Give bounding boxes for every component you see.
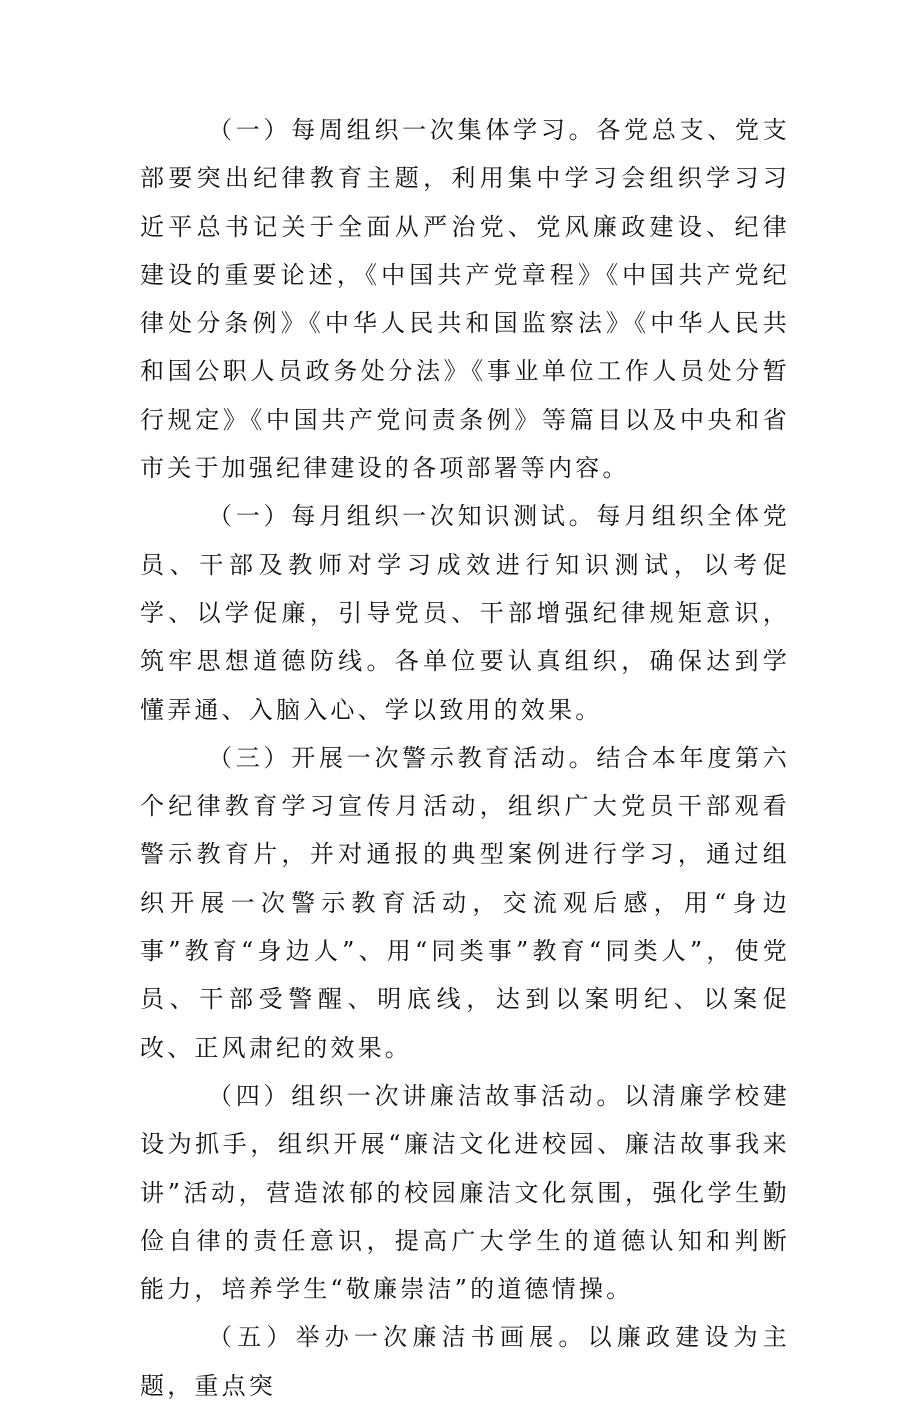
paragraph-calligraphy-exhibition: （五）举办一次廉洁书画展。以廉政建设为主题，重点突 bbox=[140, 1323, 790, 1400]
paragraph-warning-education: （三）开展一次警示教育活动。结合本年度第六个纪律教育学习宣传月活动，组织广大党员干部观看警示教育片，并对通报的典型案例进行学习，通过组织开展一次警示教育活动，交流观后感，用“身边事”教育“身边人”、用“同类事”教育“同类人”，使党员、干部受警醒、明底线，达到以案明纪、以案促改、正风肃纪的效果。 bbox=[140, 743, 790, 1062]
paragraph-integrity-stories: （四）组织一次讲廉洁故事活动。以清廉学校建设为抓手，组织开展“廉洁文化进校园、廉洁故事我来讲”活动，营造浓郁的校园廉洁文化氛围，强化学生勤俭自律的责任意识，提高广大学生的道德认知和判断能力，培养学生“敬廉崇洁”的道德情操。 bbox=[140, 1081, 790, 1304]
document-body bbox=[140, 106, 790, 1410]
paragraph-weekly-study: （一）每周组织一次集体学习。各党总支、党支部要突出纪律教育主题，利用集中学习会组织学习习近平总书记关于全面从严治党、党风廉政建设、纪律建设的重要论述，《中国共产党章程》《中国共产党纪律处分条例》《中华人民共和国监察法》《中华人民共和国公职人员政务处分法》《事业单位工作人员处分暂行规定》《中国共产党问责条例》等篇目以及中央和省市关于加强纪律建设的各项部署等内容。 bbox=[140, 116, 790, 483]
paragraph-monthly-test: （一）每月组织一次知识测试。每月组织全体党员、干部及教师对学习成效进行知识测试，以考促学、以学促廉，引导党员、干部增强纪律规矩意识，筑牢思想道德防线。各单位要认真组织，确保达到学懂弄通、入脑入心、学以致用的效果。 bbox=[140, 502, 790, 724]
